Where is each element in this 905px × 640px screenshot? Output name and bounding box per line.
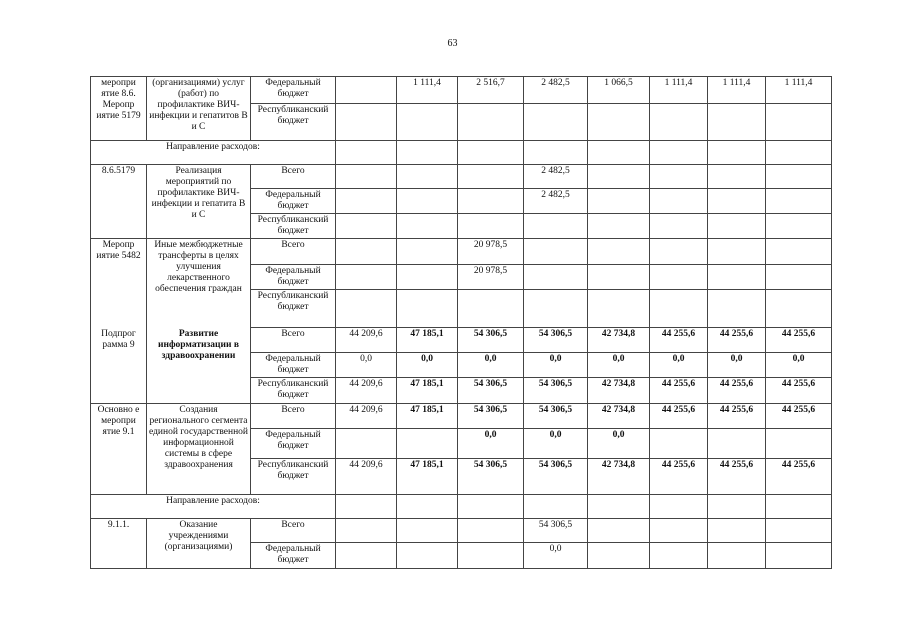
value-cell bbox=[397, 214, 458, 239]
empty-cell bbox=[708, 141, 766, 165]
value-cell bbox=[458, 165, 524, 189]
value-cell: 0,0 bbox=[524, 353, 588, 378]
value-cell: 44 255,6 bbox=[766, 328, 832, 353]
value-cell bbox=[708, 189, 766, 214]
value-cell bbox=[708, 290, 766, 328]
value-cell bbox=[650, 189, 708, 214]
value-cell: 42 734,8 bbox=[588, 328, 650, 353]
value-cell bbox=[708, 104, 766, 141]
value-cell bbox=[524, 104, 588, 141]
value-cell bbox=[708, 543, 766, 569]
value-cell: 44 255,6 bbox=[708, 404, 766, 429]
value-cell bbox=[766, 429, 832, 459]
value-cell: 54 306,5 bbox=[524, 328, 588, 353]
value-cell: 0,0 bbox=[524, 543, 588, 569]
value-cell: 47 185,1 bbox=[397, 459, 458, 495]
empty-cell bbox=[336, 141, 397, 165]
event-name-cell: Создания регионального сегмента единой государственной информационной системы в сфере здравоохранения bbox=[147, 404, 251, 495]
value-cell: 0,0 bbox=[524, 429, 588, 459]
source-cell: Республиканский бюджет bbox=[251, 459, 336, 495]
value-cell: 0,0 bbox=[650, 353, 708, 378]
source-cell: Всего bbox=[251, 328, 336, 353]
value-cell: 0,0 bbox=[766, 353, 832, 378]
empty-cell bbox=[397, 141, 458, 165]
empty-cell bbox=[766, 495, 832, 519]
value-cell bbox=[766, 239, 832, 265]
empty-cell bbox=[766, 141, 832, 165]
table-row bbox=[91, 141, 832, 165]
source-cell: Федеральный бюджет bbox=[251, 265, 336, 290]
value-cell bbox=[458, 290, 524, 328]
value-cell bbox=[766, 104, 832, 141]
value-cell: 44 209,6 bbox=[336, 459, 397, 495]
value-cell bbox=[588, 214, 650, 239]
value-cell bbox=[766, 214, 832, 239]
value-cell bbox=[588, 165, 650, 189]
value-cell: 47 185,1 bbox=[397, 404, 458, 429]
value-cell bbox=[458, 189, 524, 214]
value-cell bbox=[766, 165, 832, 189]
value-cell: 42 734,8 bbox=[588, 404, 650, 429]
value-cell bbox=[588, 239, 650, 265]
value-cell bbox=[336, 543, 397, 569]
value-cell: 0,0 bbox=[708, 353, 766, 378]
empty-cell bbox=[588, 495, 650, 519]
value-cell bbox=[336, 429, 397, 459]
value-cell bbox=[458, 543, 524, 569]
value-cell: 2 482,5 bbox=[524, 165, 588, 189]
value-cell: 44 255,6 bbox=[766, 459, 832, 495]
table-row bbox=[91, 519, 832, 543]
value-cell bbox=[588, 519, 650, 543]
value-cell bbox=[588, 290, 650, 328]
value-cell: 1 066,5 bbox=[588, 77, 650, 104]
value-cell bbox=[588, 543, 650, 569]
value-cell bbox=[397, 189, 458, 214]
value-cell bbox=[708, 214, 766, 239]
value-cell: 54 306,5 bbox=[524, 404, 588, 429]
value-cell: 54 306,5 bbox=[458, 459, 524, 495]
value-cell bbox=[708, 429, 766, 459]
value-cell: 54 306,5 bbox=[458, 404, 524, 429]
empty-cell bbox=[458, 495, 524, 519]
page-number: 63 bbox=[447, 38, 458, 49]
source-cell: Всего bbox=[251, 165, 336, 189]
value-cell bbox=[336, 214, 397, 239]
value-cell: 1 111,4 bbox=[650, 77, 708, 104]
value-cell: 42 734,8 bbox=[588, 459, 650, 495]
value-cell bbox=[650, 429, 708, 459]
value-cell: 54 306,5 bbox=[524, 378, 588, 404]
value-cell: 42 734,8 bbox=[588, 378, 650, 404]
value-cell: 1 111,4 bbox=[766, 77, 832, 104]
value-cell bbox=[708, 239, 766, 265]
value-cell bbox=[708, 165, 766, 189]
value-cell bbox=[588, 189, 650, 214]
event-code-cell: 8.6.5179 bbox=[91, 165, 147, 239]
value-cell bbox=[766, 290, 832, 328]
value-cell bbox=[650, 214, 708, 239]
source-cell: Федеральный бюджет bbox=[251, 77, 336, 104]
value-cell bbox=[650, 104, 708, 141]
event-name-cell: Развитие информатизации в здравоохранении bbox=[147, 328, 251, 404]
value-cell bbox=[336, 165, 397, 189]
empty-cell bbox=[524, 141, 588, 165]
value-cell: 0,0 bbox=[458, 353, 524, 378]
value-cell bbox=[650, 290, 708, 328]
expense-direction-label: Направление расходов: bbox=[91, 495, 336, 519]
value-cell bbox=[588, 104, 650, 141]
value-cell: 44 255,6 bbox=[708, 328, 766, 353]
value-cell bbox=[708, 519, 766, 543]
source-cell: Федеральный бюджет bbox=[251, 353, 336, 378]
value-cell bbox=[336, 239, 397, 265]
source-cell: Республиканский бюджет bbox=[251, 378, 336, 404]
event-name-cell: Иные межбюджетные трансферты в целях улучшения лекарственного обеспечения граждан bbox=[147, 239, 251, 328]
source-cell: Республиканский бюджет bbox=[251, 214, 336, 239]
source-cell: Всего bbox=[251, 239, 336, 265]
event-name-cell: (организациями) услуг (работ) по профилактике ВИЧ-инфекции и гепатитов В и С bbox=[147, 77, 251, 141]
table-row bbox=[91, 77, 832, 104]
empty-cell bbox=[524, 495, 588, 519]
table-row bbox=[91, 495, 832, 519]
budget-table bbox=[90, 76, 832, 569]
value-cell: 0,0 bbox=[458, 429, 524, 459]
source-cell: Всего bbox=[251, 404, 336, 429]
source-cell: Республиканский бюджет bbox=[251, 104, 336, 141]
value-cell bbox=[397, 429, 458, 459]
value-cell: 20 978,5 bbox=[458, 239, 524, 265]
table-row bbox=[91, 404, 832, 429]
value-cell bbox=[336, 519, 397, 543]
expense-direction-label: Направление расходов: bbox=[91, 141, 336, 165]
empty-cell bbox=[708, 495, 766, 519]
value-cell bbox=[336, 104, 397, 141]
value-cell bbox=[708, 265, 766, 290]
value-cell bbox=[336, 290, 397, 328]
value-cell: 44 255,6 bbox=[650, 404, 708, 429]
empty-cell bbox=[650, 141, 708, 165]
source-cell: Всего bbox=[251, 519, 336, 543]
value-cell: 44 255,6 bbox=[650, 328, 708, 353]
value-cell bbox=[650, 265, 708, 290]
value-cell bbox=[397, 290, 458, 328]
value-cell: 44 255,6 bbox=[650, 459, 708, 495]
value-cell bbox=[397, 519, 458, 543]
value-cell bbox=[458, 519, 524, 543]
empty-cell bbox=[588, 141, 650, 165]
value-cell bbox=[397, 543, 458, 569]
value-cell bbox=[397, 165, 458, 189]
value-cell: 54 306,5 bbox=[524, 459, 588, 495]
event-code-cell: меропри ятие 8.6. Меропр иятие 5179 bbox=[91, 77, 147, 141]
value-cell: 20 978,5 bbox=[458, 265, 524, 290]
event-code-cell: Меропр иятие 5482 bbox=[91, 239, 147, 328]
table-row bbox=[91, 239, 832, 265]
table-row bbox=[91, 328, 832, 353]
event-code-cell: Основно е меропри ятие 9.1 bbox=[91, 404, 147, 495]
value-cell: 47 185,1 bbox=[397, 378, 458, 404]
value-cell bbox=[336, 77, 397, 104]
value-cell bbox=[650, 519, 708, 543]
source-cell: Республиканский бюджет bbox=[251, 290, 336, 328]
event-code-cell: 9.1.1. bbox=[91, 519, 147, 569]
value-cell bbox=[650, 543, 708, 569]
source-cell: Федеральный бюджет bbox=[251, 429, 336, 459]
value-cell bbox=[766, 265, 832, 290]
value-cell bbox=[524, 239, 588, 265]
table-row bbox=[91, 165, 832, 189]
value-cell bbox=[336, 189, 397, 214]
value-cell bbox=[397, 239, 458, 265]
value-cell bbox=[650, 165, 708, 189]
value-cell bbox=[524, 265, 588, 290]
value-cell: 44 255,6 bbox=[708, 459, 766, 495]
event-code-cell: Подпрог рамма 9 bbox=[91, 328, 147, 404]
empty-cell bbox=[336, 495, 397, 519]
value-cell: 0,0 bbox=[588, 353, 650, 378]
value-cell bbox=[397, 104, 458, 141]
event-name-cell: Оказание учреждениями (организациями) bbox=[147, 519, 251, 569]
source-cell: Федеральный бюджет bbox=[251, 543, 336, 569]
value-cell bbox=[458, 104, 524, 141]
value-cell: 0,0 bbox=[397, 353, 458, 378]
empty-cell bbox=[458, 141, 524, 165]
value-cell: 2 482,5 bbox=[524, 189, 588, 214]
value-cell: 54 306,5 bbox=[458, 378, 524, 404]
value-cell: 44 255,6 bbox=[766, 404, 832, 429]
empty-cell bbox=[397, 495, 458, 519]
event-name-cell: Реализация мероприятий по профилактике ВИЧ-инфекции и гепатита В и С bbox=[147, 165, 251, 239]
value-cell: 47 185,1 bbox=[397, 328, 458, 353]
value-cell: 1 111,4 bbox=[397, 77, 458, 104]
source-cell: Федеральный бюджет bbox=[251, 189, 336, 214]
value-cell bbox=[524, 214, 588, 239]
value-cell: 44 209,6 bbox=[336, 378, 397, 404]
value-cell: 44 255,6 bbox=[708, 378, 766, 404]
value-cell bbox=[458, 214, 524, 239]
value-cell bbox=[524, 290, 588, 328]
value-cell bbox=[766, 519, 832, 543]
value-cell: 1 111,4 bbox=[708, 77, 766, 104]
value-cell: 54 306,5 bbox=[458, 328, 524, 353]
empty-cell bbox=[650, 495, 708, 519]
value-cell: 44 255,6 bbox=[650, 378, 708, 404]
value-cell: 0,0 bbox=[336, 353, 397, 378]
value-cell: 44 209,6 bbox=[336, 404, 397, 429]
value-cell: 54 306,5 bbox=[524, 519, 588, 543]
value-cell: 0,0 bbox=[588, 429, 650, 459]
value-cell bbox=[766, 189, 832, 214]
value-cell: 2 516,7 bbox=[458, 77, 524, 104]
value-cell bbox=[336, 265, 397, 290]
value-cell bbox=[650, 239, 708, 265]
value-cell: 2 482,5 bbox=[524, 77, 588, 104]
value-cell: 44 209,6 bbox=[336, 328, 397, 353]
value-cell: 44 255,6 bbox=[766, 378, 832, 404]
value-cell bbox=[588, 265, 650, 290]
value-cell bbox=[766, 543, 832, 569]
value-cell bbox=[397, 265, 458, 290]
